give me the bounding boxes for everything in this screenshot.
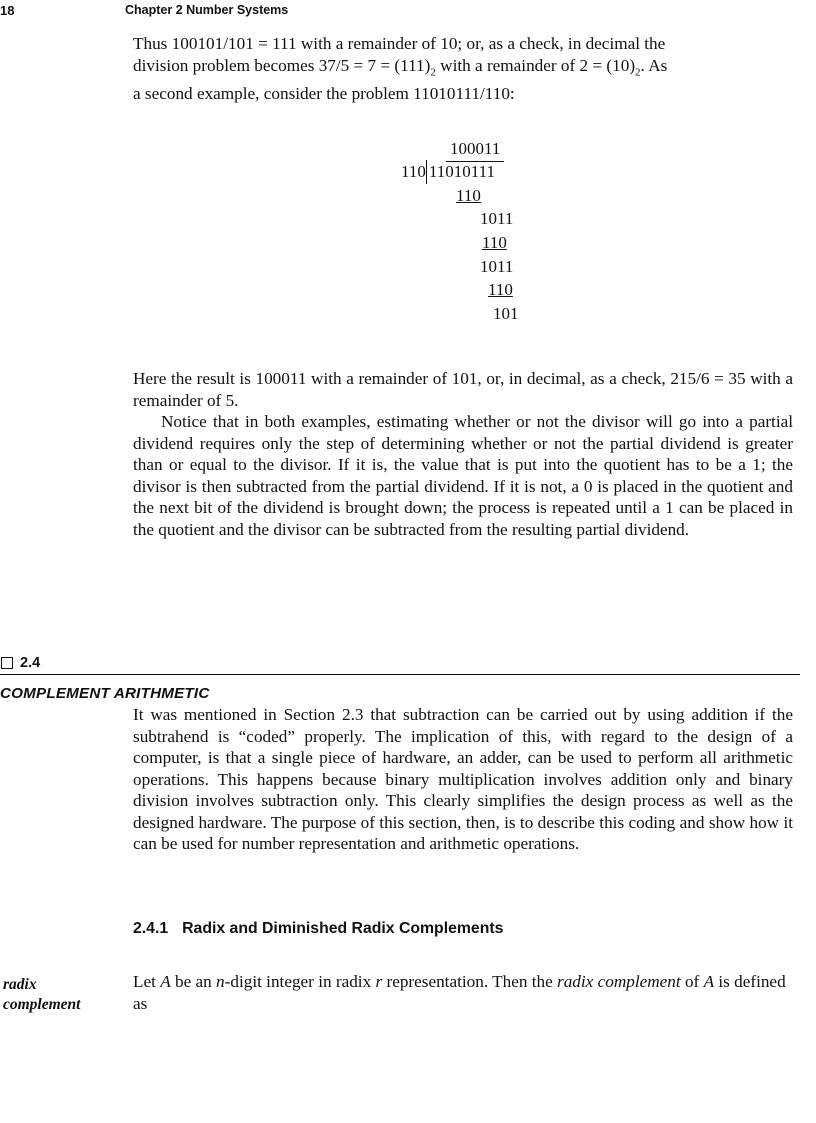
division-partial-1: 1011 <box>480 209 514 228</box>
definition-paragraph <box>133 971 793 1014</box>
summary-paragraphs <box>133 368 793 540</box>
term-radix-complement: radix complement <box>557 972 681 991</box>
margin-note-line-2: complement <box>3 996 81 1013</box>
section-number-row <box>0 654 800 672</box>
division-remainder: 101 <box>493 304 519 323</box>
section-paragraph <box>133 704 793 855</box>
margin-note-line-1: radix <box>3 976 37 993</box>
intro-line-1: Thus 100101/101 = 111 with a remainder of 10; or, as a check, in decimal the <box>133 34 666 53</box>
division-subtrahend-3: 110 <box>488 280 513 299</box>
variable-A: A <box>703 972 715 991</box>
division-dividend: 11010111 <box>426 160 495 184</box>
checkbox-square-icon <box>1 657 13 669</box>
definition-text: of <box>680 972 704 991</box>
section-rule <box>0 674 800 675</box>
intro-line-3: a second example, consider the problem 11010111/110: <box>133 84 515 104</box>
variable-n: n <box>216 972 225 991</box>
section-heading <box>0 654 800 702</box>
section-title: COMPLEMENT ARITHMETIC <box>0 685 210 702</box>
summary-paragraph-2: Notice that in both examples, estimating whether or not the divisor will go into a partial dividend requires only the step of determining whether or not the partial dividend is greater than or equal to the divisor. If it is, the value that is put into the quotient has to be a 1; the divisor is then subtracted from the partial dividend. If it is not, a 0 is placed in the quotient and the next bit of the dividend is brought down; the process is repeated until a 1 can be placed in the quotient and the divisor can be subtracted from the resulting partial dividend. <box>133 412 793 539</box>
division-subtrahend-2: 110 <box>482 233 507 252</box>
section-paragraph-text: It was mentioned in Section 2.3 that subtraction can be carried out by using addition if the subtrahend is “coded” properly. The implication of this, with regard to the design of a computer, is that a single piece of hardware, an adder, can be used to perform all arithmetic operations. This happens because binary multiplication involves addition only and binary division involves subtraction only. This clearly simplifies the design process as well as the designed hardware. The purpose of this section, then, is to describe this coding and show how it can be used for number representation and arithmetic operations. <box>133 705 793 853</box>
division-partial-2: 1011 <box>480 257 514 276</box>
division-divisor: 110 <box>401 162 426 181</box>
margin-note <box>3 975 81 1015</box>
subscript-base: 2 <box>430 65 436 78</box>
subscript-base: 2 <box>635 65 641 78</box>
long-division-example <box>390 137 550 337</box>
subsection-title: Radix and Diminished Radix Complements <box>182 920 504 937</box>
subsection-heading <box>133 920 503 938</box>
section-number: 2.4 <box>20 655 41 671</box>
intro-paragraph <box>133 33 793 105</box>
division-subtrahend-1: 110 <box>456 186 481 205</box>
intro-line-2c: . As <box>640 55 668 75</box>
definition-text: Let <box>133 972 161 991</box>
summary-paragraph-1: Here the result is 100011 with a remainder of 101, or, in decimal, as a check, 215/6 = 35 with a remainder of 5. <box>133 369 793 410</box>
definition-text: is defined as <box>133 972 786 1013</box>
chapter-title: Chapter 2 Number Systems <box>125 3 289 17</box>
variable-r: r <box>375 972 383 991</box>
running-head <box>0 3 816 23</box>
intro-line-2a: division problem becomes 37/5 = 7 = (111) <box>133 55 431 75</box>
definition-text: representation. Then the <box>382 972 558 991</box>
subsection-number: 2.4.1 <box>133 920 169 937</box>
page-number: 18 <box>0 3 15 18</box>
intro-line-2b: with a remainder of 2 = (10) <box>435 55 636 75</box>
definition-text: be an <box>170 972 217 991</box>
division-quotient: 100011 <box>446 137 504 162</box>
division-dividend-line <box>401 160 495 184</box>
variable-A: A <box>160 972 171 991</box>
definition-text: -digit integer in radix <box>224 972 376 991</box>
